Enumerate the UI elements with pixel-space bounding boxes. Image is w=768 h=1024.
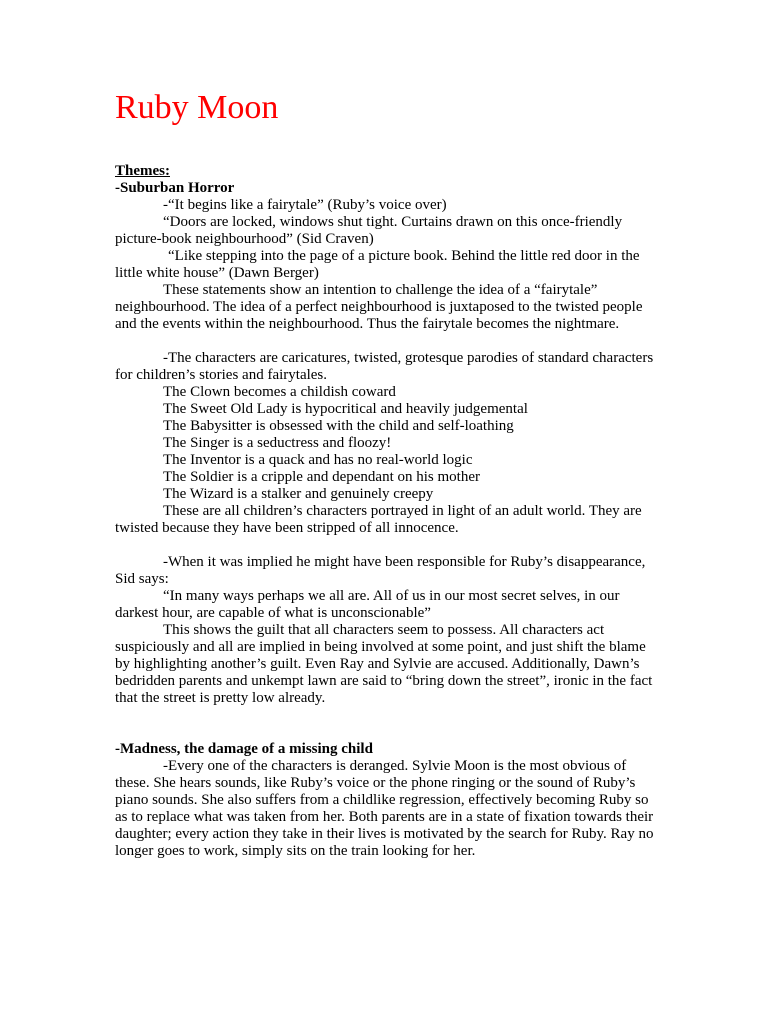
list-item-babysitter: The Babysitter is obsessed with the child and self-loathing (163, 418, 514, 434)
list-item-clown: The Clown becomes a childish coward (163, 384, 396, 400)
quote-sid-craven: “Doors are locked, windows shut tight. Curtains drawn on this once-friendly picture-book neighbourhood” (Sid Craven) (115, 214, 623, 247)
list-item-singer: The Singer is a seductress and floozy! (163, 435, 392, 451)
quote-sid-guilt: “In many ways perhaps we all are. All of us in our most secret selves, in our darkest hour, are capable of what is unconscionable” (115, 588, 620, 621)
para-madness-analysis: -Every one of the characters is deranged. Sylvie Moon is the most obvious of these. She hears sounds, like Ruby’s voice or the phone ringing or the sound of Ruby’s piano sounds. She also suffers from a childlike regression, effectively becoming Ruby so as to replace what was taken from her. Both parents are in a state of fixation towards their daughter; every action they take in their lives is motivated by the search for Ruby. Ray no longer goes to work, simply sits on the train looking for her. (115, 758, 654, 859)
heading-themes: Themes: (115, 163, 170, 179)
heading-madness: -Madness, the damage of a missing child (115, 741, 373, 757)
document-body (115, 163, 663, 860)
para-fairytale-analysis: These statements show an intention to challenge the idea of a “fairytale” neighbourhood. The idea of a perfect neighbourhood is juxtaposed to the twisted people and the events within the neighbourhood. Thus the fairytale becomes the nightmare. (115, 282, 643, 332)
list-item-soldier: The Soldier is a cripple and dependant on his mother (163, 469, 480, 485)
quote-dawn-berger: “Like stepping into the page of a picture book. Behind the little red door in the little white house” (Dawn Berger) (115, 248, 640, 281)
heading-suburban-horror: -Suburban Horror (115, 180, 235, 196)
para-guilt-analysis: This shows the guilt that all characters seem to possess. All characters act suspiciously and all are implied in being involved at some point, and just shift the blame by highlighting another’s guilt. Even Ray and Sylvie are accused. Additionally, Dawn’s bedridden parents and unkempt lawn are said to “bring down the street”, ironic in the fact that the street is pretty low already. (115, 622, 653, 706)
para-adult-world: These are all children’s characters portrayed in light of an adult world. They are twisted because they have been stripped of all innocence. (115, 503, 642, 536)
para-characters-caricatures: -The characters are caricatures, twisted, grotesque parodies of standard characters for children’s stories and fairytales. (115, 350, 654, 383)
page-title: Ruby Moon (115, 89, 279, 126)
list-item-wizard: The Wizard is a stalker and genuinely creepy (163, 486, 434, 502)
list-item-sweet-old-lady: The Sweet Old Lady is hypocritical and heavily judgemental (163, 401, 528, 417)
quote-ruby-voice-over: -“It begins like a fairytale” (Ruby’s voice over) (163, 197, 447, 213)
para-sid-implied: -When it was implied he might have been responsible for Ruby’s disappearance, Sid says: (115, 554, 646, 587)
list-item-inventor: The Inventor is a quack and has no real-world logic (163, 452, 473, 468)
document-content (115, 0, 663, 860)
